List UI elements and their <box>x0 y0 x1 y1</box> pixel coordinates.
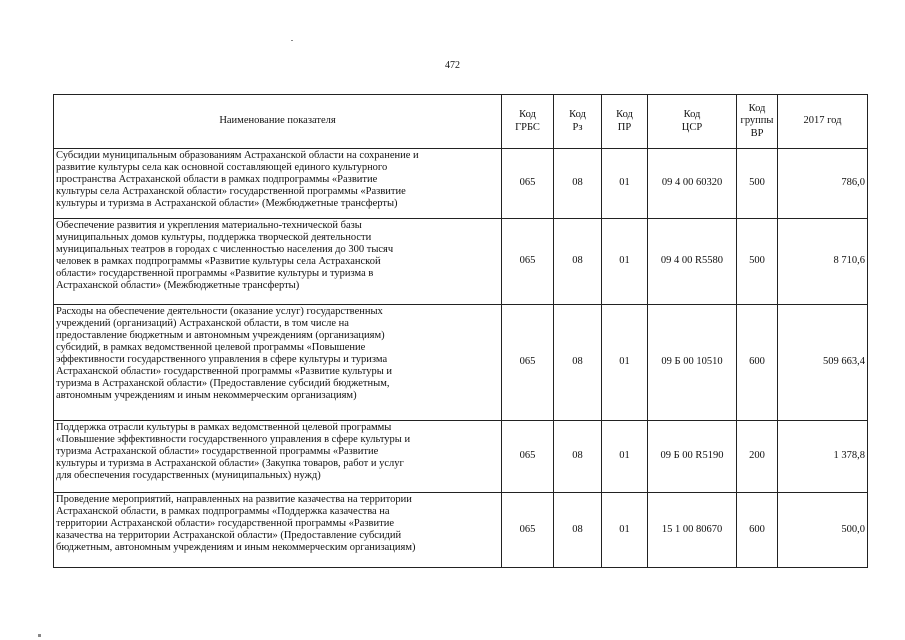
table-header-row <box>54 95 868 149</box>
header-grbs-code: Код ГРБС <box>502 95 554 149</box>
row-vr: 500 <box>737 149 778 219</box>
header-csr-code: Код ЦСР <box>648 95 737 149</box>
scan-speck <box>38 634 41 637</box>
table-row <box>54 421 868 493</box>
header-rz-code: Код Рз <box>554 95 602 149</box>
row-amount: 1 378,8 <box>778 421 868 493</box>
row-csr: 09 4 00 R5580 <box>648 219 737 305</box>
table-row <box>54 493 868 568</box>
row-grbs: 065 <box>502 493 554 568</box>
row-csr: 09 Б 00 R5190 <box>648 421 737 493</box>
header-year-2017: 2017 год <box>778 95 868 149</box>
row-csr: 09 Б 00 10510 <box>648 305 737 421</box>
row-csr: 15 1 00 80670 <box>648 493 737 568</box>
row-grbs: 065 <box>502 149 554 219</box>
row-rz: 08 <box>554 493 602 568</box>
row-amount: 786,0 <box>778 149 868 219</box>
scan-speck <box>291 40 293 41</box>
header-vr-code: Код группы ВР <box>737 95 778 149</box>
row-rz: 08 <box>554 421 602 493</box>
row-pr: 01 <box>602 305 648 421</box>
row-grbs: 065 <box>502 305 554 421</box>
table-row <box>54 305 868 421</box>
table-row <box>54 149 868 219</box>
row-vr: 600 <box>737 493 778 568</box>
row-indicator-name: Проведение мероприятий, направленных на развитие казачества на территории Астраханской области, в рамках подпрограммы «Поддержка казачества на территории Астраханской области» государственной программы «Развитие казачества на территории Астраханской области» (Предоставление субсидий бюджетным, автономным учреждениям и иным некоммерческим организациям) <box>54 493 502 568</box>
row-vr: 500 <box>737 219 778 305</box>
row-rz: 08 <box>554 305 602 421</box>
row-vr: 200 <box>737 421 778 493</box>
budget-table <box>53 94 868 568</box>
row-pr: 01 <box>602 421 648 493</box>
row-indicator-name: Поддержка отрасли культуры в рамках ведомственной целевой программы «Повышение эффективности государственного управления в сфере культуры и туризма Астраханской области» государственной программы «Развитие культуры и туризма в Астраханской области» (Закупка товаров, работ и услуг для обеспечения государственных (муниципальных) нужд) <box>54 421 502 493</box>
row-pr: 01 <box>602 493 648 568</box>
row-amount: 500,0 <box>778 493 868 568</box>
table-row <box>54 219 868 305</box>
row-pr: 01 <box>602 149 648 219</box>
header-indicator-name: Наименование показателя <box>54 95 502 149</box>
header-pr-code: Код ПР <box>602 95 648 149</box>
row-amount: 509 663,4 <box>778 305 868 421</box>
page-number: 472 <box>445 60 460 71</box>
row-indicator-name: Субсидии муниципальным образованиям Астраханской области на сохранение и развитие культуры села как основной составляющей единого культурного пространства Астраханской области в рамках подпрограммы «Развитие культуры села Астраханской области» государственной программы «Развитие культуры и туризма в Астраханской области» (Межбюджетные трансферты) <box>54 149 502 219</box>
row-rz: 08 <box>554 149 602 219</box>
row-amount: 8 710,6 <box>778 219 868 305</box>
row-pr: 01 <box>602 219 648 305</box>
row-grbs: 065 <box>502 219 554 305</box>
row-indicator-name: Обеспечение развития и укрепления материально-технической базы муниципальных домов культуры, поддержка творческой деятельности муниципальных театров в городах с численностью населения до 300 тысяч человек в рамках подпрограммы «Развитие культуры села Астраханской области» государственной программы «Развитие культуры и туризма в Астраханской области» (Межбюджетные трансферты) <box>54 219 502 305</box>
row-grbs: 065 <box>502 421 554 493</box>
row-rz: 08 <box>554 219 602 305</box>
row-vr: 600 <box>737 305 778 421</box>
row-csr: 09 4 00 60320 <box>648 149 737 219</box>
row-indicator-name: Расходы на обеспечение деятельности (оказание услуг) государственных учреждений (организаций) Астраханской области, в том числе на предоставление бюджетным и автономным учреждениям (организациям) субсидий, в рамках ведомственной целевой программы «Повышение эффективности государственного управления в сфере культуры и туризма Астраханской области» государственной программы «Развитие культуры и туризма в Астраханской области» (Предоставление субсидий бюджетным, автономным учреждениям и иным некоммерческим организациям) <box>54 305 502 421</box>
